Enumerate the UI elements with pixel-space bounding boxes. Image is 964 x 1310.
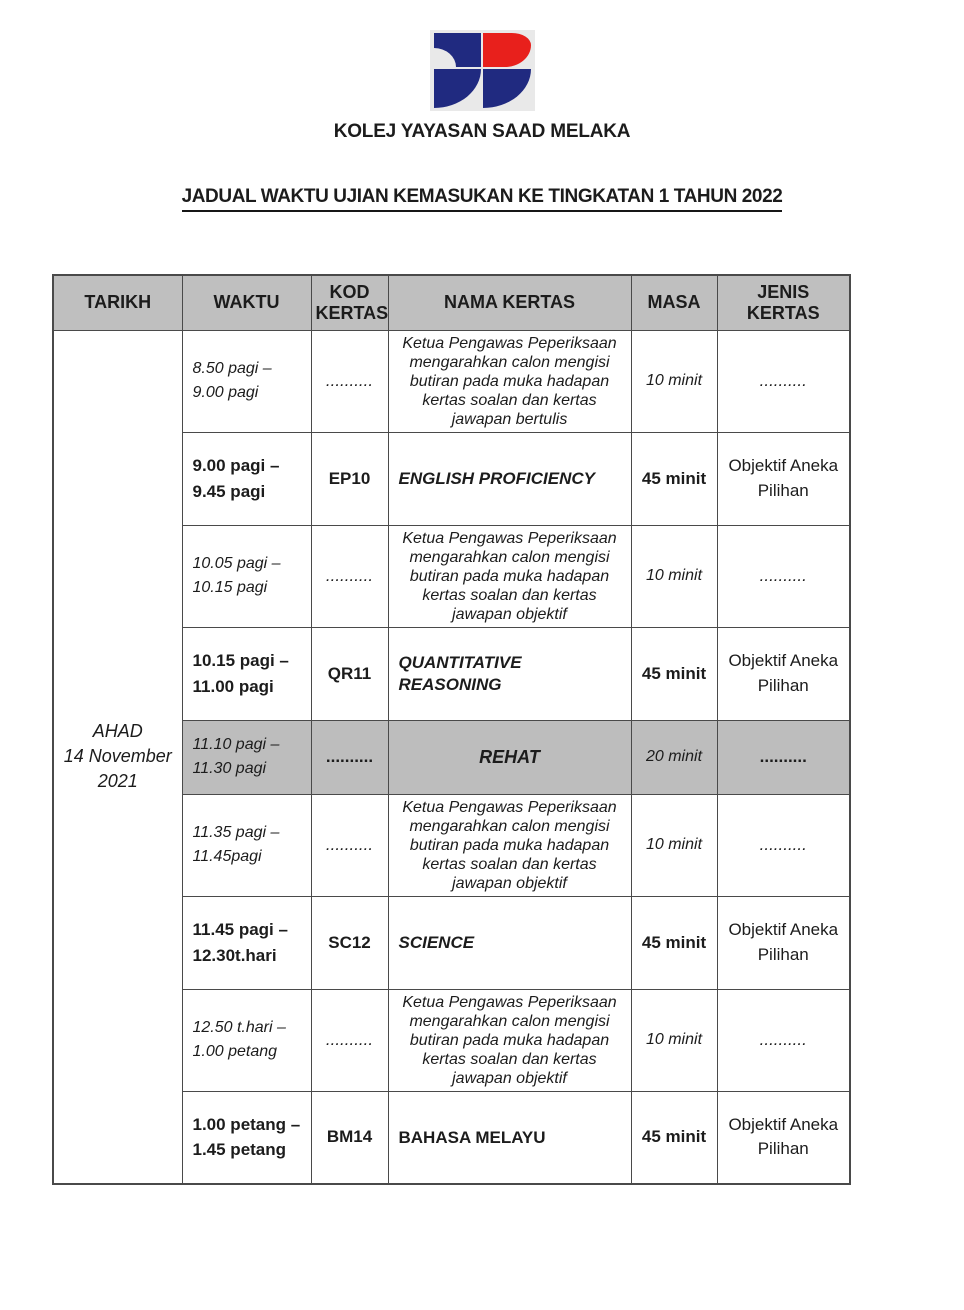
- paper-type-cell: ..........: [717, 720, 850, 794]
- column-header: KOD KERTAS: [311, 275, 388, 331]
- duration-cell: 10 minit: [631, 330, 717, 432]
- column-header: JENIS KERTAS: [717, 275, 850, 331]
- paper-name-cell: Ketua Pengawas Peperiksaan mengarahkan calon mengisi butiran pada muka hadapan kertas soalan dan kertas jawapan objektif: [388, 525, 631, 627]
- paper-type-cell: ..........: [717, 989, 850, 1091]
- exam-timetable: [52, 274, 851, 1186]
- time-cell: 10.15 pagi – 11.00 pagi: [182, 627, 311, 720]
- time-cell: 9.00 pagi – 9.45 pagi: [182, 432, 311, 525]
- time-cell: 11.35 pagi – 11.45pagi: [182, 794, 311, 896]
- time-cell: 11.10 pagi – 11.30 pagi: [182, 720, 311, 794]
- duration-cell: 10 minit: [631, 525, 717, 627]
- duration-cell: 45 minit: [631, 627, 717, 720]
- paper-name-cell: Ketua Pengawas Peperiksaan mengarahkan calon mengisi butiran pada muka hadapan kertas soalan dan kertas jawapan bertulis: [388, 330, 631, 432]
- paper-code-cell: ..........: [311, 989, 388, 1091]
- logo-red-quarter-shape: [483, 33, 531, 67]
- duration-cell: 45 minit: [631, 1091, 717, 1184]
- time-cell: 1.00 petang – 1.45 petang: [182, 1091, 311, 1184]
- timetable-header: [53, 275, 850, 331]
- paper-type-cell: ..........: [717, 794, 850, 896]
- duration-cell: 45 minit: [631, 432, 717, 525]
- time-cell: 12.50 t.hari – 1.00 petang: [182, 989, 311, 1091]
- logo-blue-top-left-shape: [434, 33, 481, 67]
- document-title: JADUAL WAKTU UJIAN KEMASUKAN KE TINGKATAN 1 TAHUN 2022: [182, 186, 783, 212]
- logo-blue-bottom-left-shape: [434, 69, 481, 108]
- duration-cell: 20 minit: [631, 720, 717, 794]
- paper-code-cell: ..........: [311, 525, 388, 627]
- paper-name-cell: REHAT: [388, 720, 631, 794]
- paper-type-cell: ..........: [717, 525, 850, 627]
- paper-name-cell: Ketua Pengawas Peperiksaan mengarahkan calon mengisi butiran pada muka hadapan kertas soalan dan kertas jawapan objektif: [388, 794, 631, 896]
- paper-code-cell: QR11: [311, 627, 388, 720]
- paper-name-cell: SCIENCE: [388, 896, 631, 989]
- column-header: MASA: [631, 275, 717, 331]
- school-logo: [430, 30, 535, 111]
- paper-name-cell: Ketua Pengawas Peperiksaan mengarahkan calon mengisi butiran pada muka hadapan kertas soalan dan kertas jawapan objektif: [388, 989, 631, 1091]
- date-cell: AHAD 14 November 2021: [53, 330, 182, 1184]
- paper-code-cell: BM14: [311, 1091, 388, 1184]
- paper-type-cell: Objektif Aneka Pilihan: [717, 896, 850, 989]
- time-cell: 10.05 pagi – 10.15 pagi: [182, 525, 311, 627]
- paper-type-cell: Objektif Aneka Pilihan: [717, 627, 850, 720]
- paper-code-cell: EP10: [311, 432, 388, 525]
- column-header: WAKTU: [182, 275, 311, 331]
- paper-type-cell: ..........: [717, 330, 850, 432]
- paper-type-cell: Objektif Aneka Pilihan: [717, 432, 850, 525]
- header-row: [53, 275, 850, 331]
- paper-code-cell: ..........: [311, 720, 388, 794]
- timetable-body: [53, 330, 850, 1184]
- paper-name-cell: QUANTITATIVE REASONING: [388, 627, 631, 720]
- column-header: TARIKH: [53, 275, 182, 331]
- logo-blue-bottom-right-shape: [483, 69, 531, 108]
- time-cell: 8.50 pagi – 9.00 pagi: [182, 330, 311, 432]
- table-row: [53, 330, 850, 432]
- paper-name-cell: ENGLISH PROFICIENCY: [388, 432, 631, 525]
- duration-cell: 10 minit: [631, 794, 717, 896]
- institution-name: KOLEJ YAYASAN SAAD MELAKA: [333, 121, 631, 142]
- duration-cell: 45 minit: [631, 896, 717, 989]
- time-cell: 11.45 pagi – 12.30t.hari: [182, 896, 311, 989]
- paper-name-cell: BAHASA MELAYU: [388, 1091, 631, 1184]
- paper-code-cell: SC12: [311, 896, 388, 989]
- paper-code-cell: ..........: [311, 330, 388, 432]
- column-header: NAMA KERTAS: [388, 275, 631, 331]
- duration-cell: 10 minit: [631, 989, 717, 1091]
- paper-type-cell: Objektif Aneka Pilihan: [717, 1091, 850, 1184]
- paper-code-cell: ..........: [311, 794, 388, 896]
